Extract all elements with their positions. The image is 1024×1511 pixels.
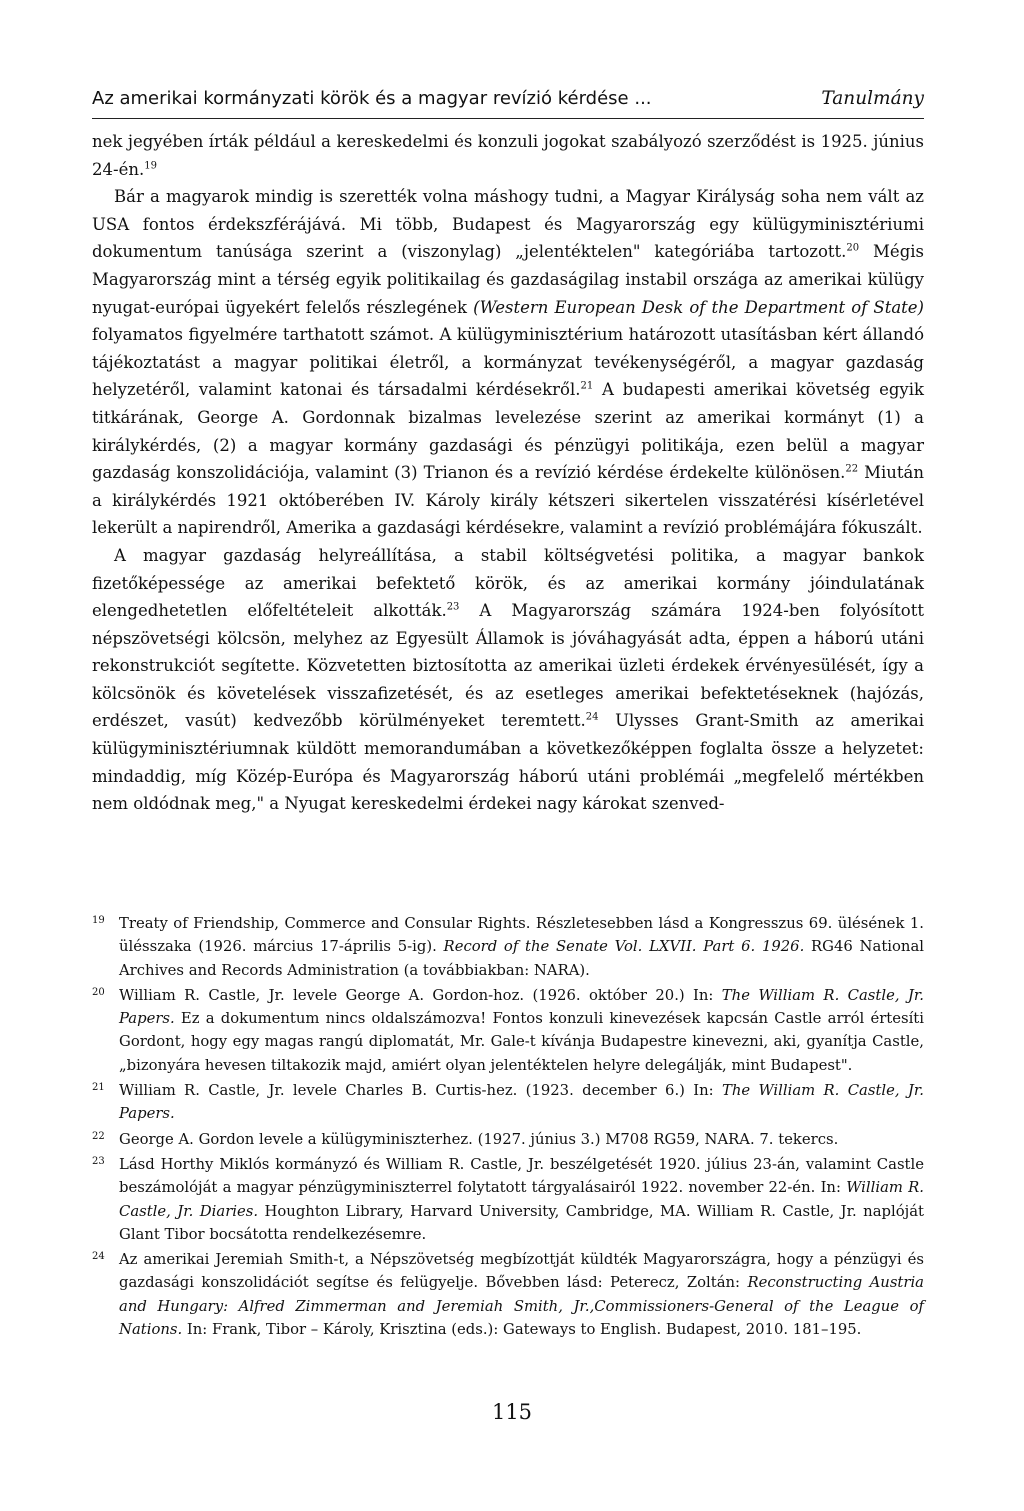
footnote-text-italic: The William R. Castle, Jr. Papers. <box>119 1082 924 1123</box>
text-run: Miután a királykérdés 1921 októberében IV. Károly király kétszeri sikertelen visszatérési kísérletével lekerült a napirendről, Amerika a gazdasági kérdésekre, valamint a revízió problémájára fókuszált. <box>92 463 925 538</box>
footnote-ref: 21 <box>580 380 594 392</box>
footnote-text: Az amerikai Jeremiah Smith-t, a Népszövetség megbízottját küldték Magyarországra, hogy a pénzügyi és gazdasági konszolidációt segítse és felügyelje. Bővebben lásd: Peterecz, Zoltán: <box>119 1251 924 1292</box>
footnote-text-italic: Reconstructing Austria and Hungary: Alfred Zimmerman and Jeremiah Smith, Jr., <box>119 1274 925 1315</box>
footnote <box>92 1248 924 1341</box>
text-run-italic: (Western European Desk of the Department of State) <box>473 297 924 317</box>
footnote-text-italic: The William R. Castle, Jr. Papers. <box>119 986 924 1028</box>
footnote <box>92 1079 924 1126</box>
footnote-number: 21 <box>92 1082 105 1094</box>
footnote-text: William R. Castle, Jr. levele George A. Gordon-hoz. (1926. október 20.) In: <box>119 986 722 1004</box>
footnote-number: 19 <box>92 915 105 926</box>
text-run: nek jegyében írták például a kereskedelmi és konzuli jogokat szabályozó szerződést is 1925. június 24-én. <box>92 132 924 179</box>
running-header-title: Az amerikai kormányzati körök és a magyar revízió kérdése ... <box>92 88 652 109</box>
footnote-text: In: Frank, Tibor – Károly, Krisztina (eds.): Gateways to English. Budapest, 2010. 181–195. <box>182 1321 862 1339</box>
paragraph <box>92 128 924 183</box>
text-run: Bár a magyarok mindig is szerették volna máshogy tudni, a Magyar Királyság soha nem vált az USA fontos érdekszférájává. Mi több, Budapest és Magyarország egy külügyminisztériumi dokumentum tanúsága szerint a (viszonylag) „jelentéktelen" kategóriába tartozott. <box>92 187 924 262</box>
main-text <box>92 128 924 818</box>
text-run: A budapesti amerikai követség egyik titkárának, George A. Gordonnak bizalmas levelezése szerint az amerikai kormányt (1) a királykérdés, (2) a magyar kormány gazdasági és pénzügyi politikája, ezen belül a magyar gazdaság konszolidációja, valamint (3) Trianon és a revízió kérdése érdekelte különösen. <box>92 380 924 483</box>
footnote-text-italic: Record of the Senate Vol. LXVII. Part 6. 1926. <box>443 938 805 956</box>
paragraph <box>92 183 924 542</box>
footnote-text: RG46 National Archives and Records Administration (a továbbiakban: NARA). <box>119 938 924 979</box>
footnote-ref: 19 <box>144 160 157 172</box>
footnote-number: 24 <box>92 1251 105 1263</box>
footnote-number: 20 <box>92 986 105 998</box>
footnote-number: 22 <box>92 1130 105 1142</box>
text-run: A Magyarország számára 1924-ben folyósított népszövetségi kölcsön, melyhez az Egyesült Államok is jóváhagyását adta, éppen a háború utáni rekonstrukciót segítette. Közvetetten biztosította az amerikai üzleti érdekek érvényesülését, így a kölcsönök és követelések visszafizetését, és az esetleges amerikai befektetéseknek (hajózás, erdészet, vasút) kedvezőbb körülményeket teremtett. <box>92 601 924 731</box>
footnote-text: Houghton Library, Harvard University, Cambridge, MA. William R. Castle, Jr. naplóját Glant Tibor bocsátotta rendelkezésemre. <box>119 1202 924 1243</box>
footnote <box>92 912 924 982</box>
page-number: 115 <box>491 1400 533 1424</box>
footnote <box>92 1153 924 1246</box>
footnote <box>92 1128 924 1151</box>
footnote-ref: 24 <box>585 711 599 723</box>
footnote-text: Lásd Horthy Miklós kormányzó és William R. Castle, Jr. beszélgetését 1920. július 23-án, valamint Castle beszámolóját a magyar pénzügyminiszterrel folytatott tárgyalásairól 1922. november 22-én. In: <box>119 1155 924 1197</box>
footnote-text: Treaty of Friendship, Commerce and Consular Rights. Részletesebben lásd a Kongresszus 69. ülésének 1. ülésszaka (1926. március 17-április 5-ig). <box>119 915 924 956</box>
running-header-section: Tanulmány <box>821 88 924 109</box>
text-run: A magyar gazdaság helyreállítása, a stabil költségvetési politika, a magyar bankok fizetőképessége az amerikai befektető körök, és az amerikai kormány jóindulatának elengedhetetlen előfeltételeit alkották. <box>92 545 924 621</box>
footnote-ref: 22 <box>845 463 859 475</box>
running-header <box>92 86 924 119</box>
text-run: folyamatos figyelmére tarthatott számot. A külügyminisztérium határozott utasításban kért állandó tájékoztatást a magyar politikai életről, a kormányzat tevékenységéről, a magyar gazdaság helyzetéről, valamint katonai és társadalmi kérdésekről. <box>92 325 924 400</box>
text-run: Ulysses Grant-Smith az amerikai külügyminisztériumnak küldött memorandumában a következőképpen foglalta össze a helyzetet: mindaddig, míg Közép-Európa és Magyarország háború utáni problémái „megfelelő mértékben nem oldódnak meg," a Nyugat kereskedelmi érdekei nagy károkat szenved- <box>92 711 924 814</box>
footnote-ref: 20 <box>846 242 860 254</box>
footnote-number: 23 <box>92 1155 105 1167</box>
footnote-text-italic: Commissioners-General of the League of Nations. <box>119 1297 925 1339</box>
footnote <box>92 984 924 1077</box>
paragraph <box>92 542 924 818</box>
footnote-text: William R. Castle, Jr. levele Charles B. Curtis-hez. (1923. december 6.) In: <box>119 1082 722 1100</box>
text-run: Mégis Magyarország mint a térség egyik politikailag és gazdaságilag instabil országa az amerikai külügy nyugat-európai ügyekért felelős részlegének <box>92 242 924 317</box>
footnote-ref: 23 <box>446 601 460 613</box>
footnotes <box>92 912 924 1343</box>
footnote-text: Ez a dokumentum nincs oldalszámozva! Fontos konzuli kinevezések kapcsán Castle arról értesíti Gordont, hogy egy magas rangú diplomatát, Mr. Gale-t kívánja Budapestre kinevezni, aki, gyanítja Castle, „bizonyára hevesen tiltakozik majd, amiért olyan jelentéktelen helyre delegálják, mint Budapest". <box>119 1010 924 1074</box>
footnote-text-italic: William R. Castle, Jr. Diaries. <box>119 1179 925 1220</box>
footnote-text: George A. Gordon levele a külügyminiszterhez. (1927. június 3.) M708 RG59, NARA. 7. tekercs. <box>119 1130 839 1148</box>
